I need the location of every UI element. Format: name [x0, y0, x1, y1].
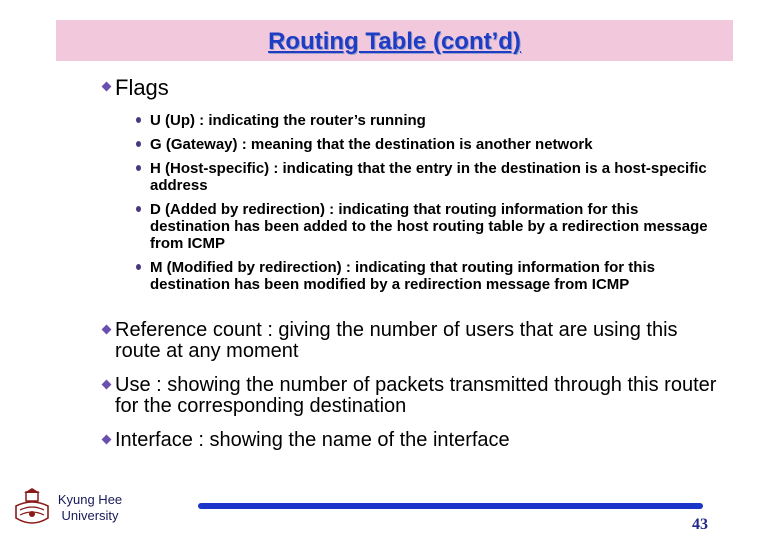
- university-emblem-icon: [12, 488, 52, 528]
- flags-heading: Flags: [103, 77, 169, 98]
- page-number: 43: [692, 516, 708, 533]
- flag-item-d: D (Added by redirection) : indicating that routing information for this destination has been added to the host routing table by a redirection message from ICMP: [150, 201, 710, 252]
- dot-bullet-icon: [136, 206, 141, 212]
- title-band: [56, 20, 733, 61]
- bullet-interface: Interface : showing the name of the interface: [103, 430, 723, 451]
- dot-bullet-icon: [136, 165, 141, 171]
- dot-bullet-icon: [136, 117, 141, 123]
- slide-title: Routing Table (cont’d): [268, 28, 521, 55]
- dot-bullet-icon: [136, 141, 141, 147]
- bullet-use: Use : showing the number of packets transmitted through this router for the corresponding destination: [103, 375, 728, 417]
- dot-bullet-icon: [136, 264, 141, 270]
- flag-item-g: G (Gateway) : meaning that the destination is another network: [150, 136, 735, 153]
- flag-item-u: U (Up) : indicating the router’s running: [150, 112, 735, 129]
- university-name: Kyung Hee University: [57, 492, 123, 523]
- flag-item-h: H (Host-specific) : indicating that the entry in the destination is a host-specific address: [150, 160, 710, 194]
- footer-divider: [198, 503, 703, 509]
- bullet-reference-count: Reference count : giving the number of users that are using this route at any moment: [103, 320, 713, 362]
- flag-item-m: M (Modified by redirection) : indicating that routing information for this destination has been modified by a redirection message from ICMP: [150, 259, 725, 293]
